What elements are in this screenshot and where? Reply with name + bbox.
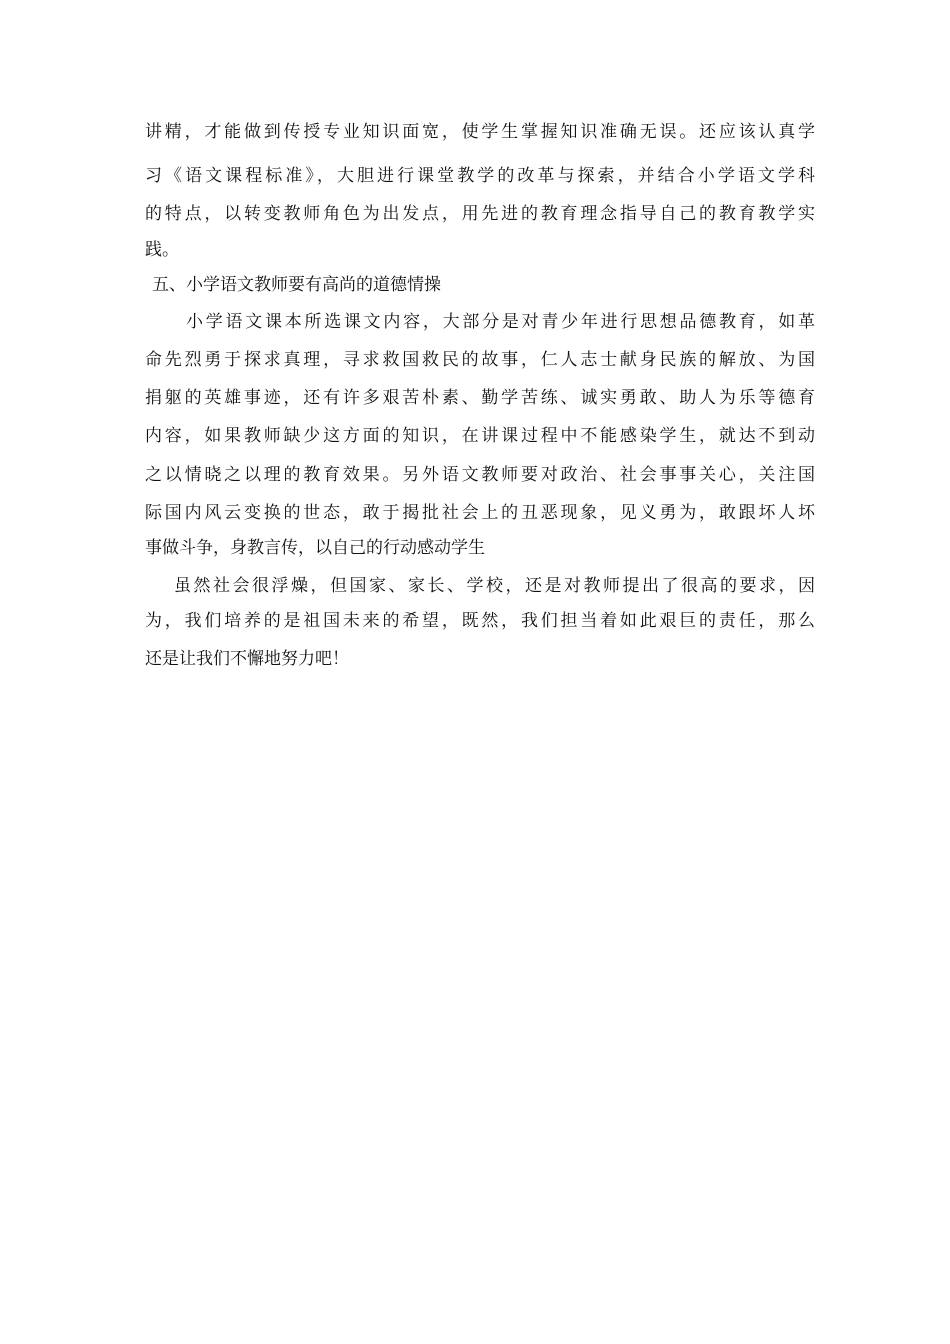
text-line: 为，我们培养的是祖国未来的希望，既然，我们担当着如此艰巨的责任，那么 bbox=[145, 611, 815, 631]
text-line: 事做斗争，身教言传，以自己的行动感动学生 bbox=[145, 538, 485, 558]
text-line: 际国内风云变换的世态，敢于揭批社会上的丑恶现象，见义勇为，敢跟坏人坏 bbox=[145, 503, 815, 523]
text-line: 还是让我们不懈地努力吧！ bbox=[145, 649, 349, 669]
text-line: 的特点，以转变教师角色为出发点，用先进的教育理念指导自己的教育教学实 bbox=[145, 204, 815, 224]
text-line: 讲精，才能做到传授专业知识面宽，使学生掌握知识准确无误。还应该认真学 bbox=[145, 122, 815, 142]
text-line: 命先烈勇于探求真理，寻求救国救民的故事，仁人志士献身民族的解放、为国 bbox=[145, 350, 815, 370]
text-line: 习《语文课程标准》，大胆进行课堂教学的改革与探索，并结合小学语文学科 bbox=[145, 166, 815, 186]
text-line: 捐躯的英雄事迹，还有许多艰苦朴素、勤学苦练、诚实勇敢、助人为乐等德育 bbox=[145, 388, 815, 408]
text-line: 之以情晓之以理的教育效果。另外语文教师要对政治、社会事事关心，关注国 bbox=[145, 465, 815, 485]
text-line: 虽然社会很浮燥，但国家、家长、学校，还是对教师提出了很高的要求，因 bbox=[174, 576, 815, 596]
section-heading: 五、小学语文教师要有高尚的道德情操 bbox=[152, 275, 441, 295]
text-line: 内容，如果教师缺少这方面的知识，在讲课过程中不能感染学生，就达不到动 bbox=[145, 426, 815, 446]
text-line: 小学语文课本所选课文内容，大部分是对青少年进行思想品德教育，如革 bbox=[186, 312, 815, 332]
text-line: 践。 bbox=[145, 240, 179, 260]
